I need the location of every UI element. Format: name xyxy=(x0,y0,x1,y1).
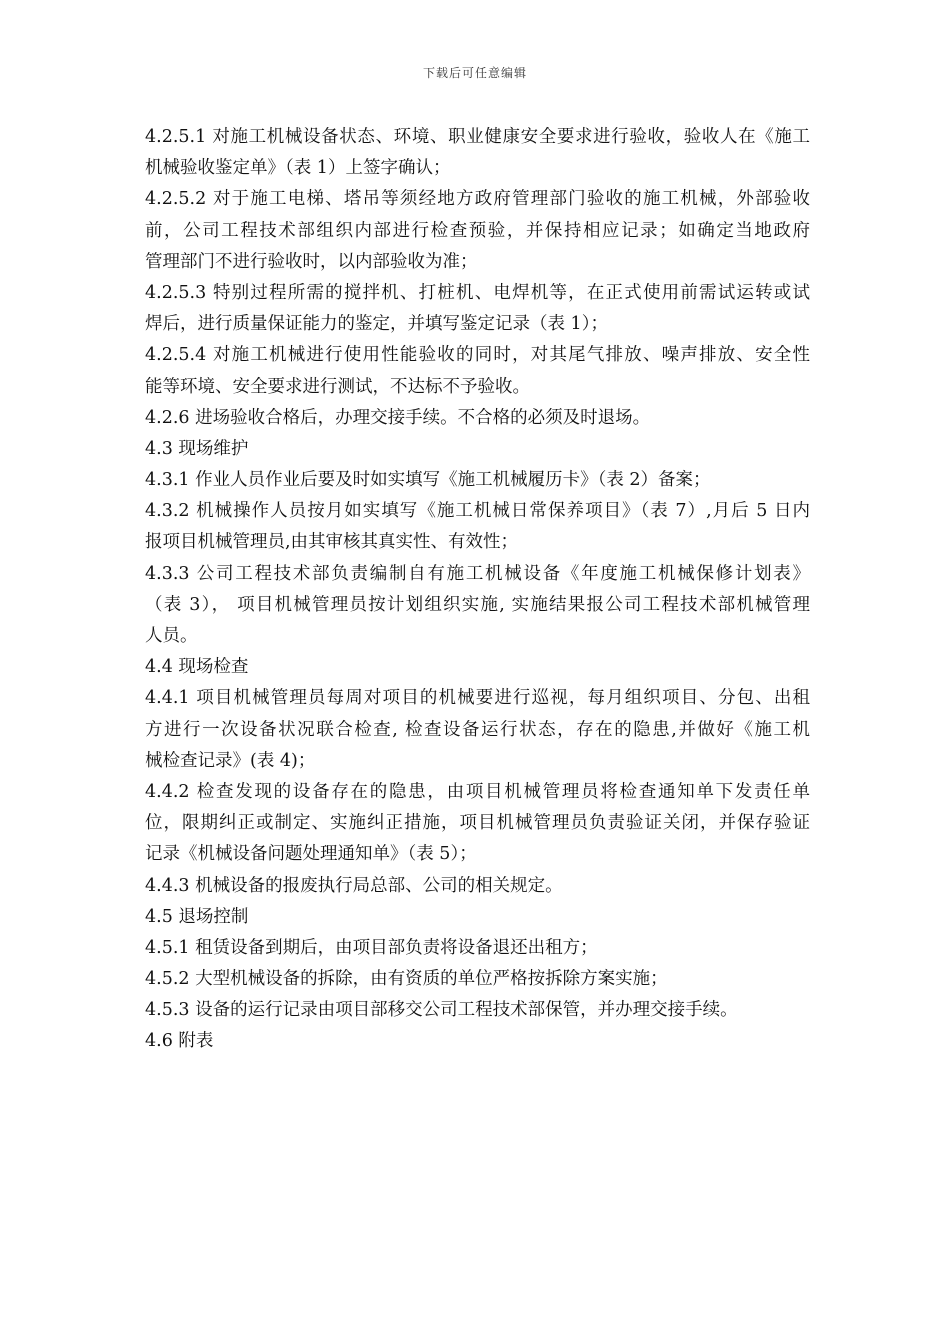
section-heading: 4.3 现场维护 xyxy=(145,438,249,459)
document-body xyxy=(145,122,810,1058)
paragraph-line: 4.3.2 机械操作人员按月如实填写《施工机械日常保养项目》（表 7）,月后 5 日内 xyxy=(145,501,810,522)
paragraph-line: （表 3）， 项目机械管理员按计划组织实施, 实施结果报公司工程技术部机械管理 xyxy=(145,594,810,615)
paragraph-line: 4.2.5.1 对施工机械设备状态、环境、职业健康安全要求进行验收，验收人在《施工 xyxy=(145,127,810,147)
paragraph-line: 4.2.5.3 特别过程所需的搅拌机、打桩机、电焊机等，在正式使用前需试运转或试 xyxy=(145,282,810,303)
section-heading: 4.6 附表 xyxy=(145,1031,214,1052)
paragraph-line: 4.5.2 大型机械设备的拆除，由有资质的单位严格按拆除方案实施； xyxy=(145,969,668,990)
page-header: 下载后可任意编辑 xyxy=(422,66,527,80)
paragraph-line: 记录《机械设备问题处理通知单》（表 5）； xyxy=(145,844,477,865)
paragraph-line: 4.4.3 机械设备的报废执行局总部、公司的相关规定。 xyxy=(145,875,563,896)
paragraph-line: 4.2.5.2 对于施工电梯、塔吊等须经地方政府管理部门验收的施工机械，外部验收 xyxy=(145,189,810,210)
paragraph-line: 机械验收鉴定单》（表 1）上签字确认； xyxy=(145,158,451,179)
paragraph-line: 4.4.1 项目机械管理员每周对项目的机械要进行巡视，每月组织项目、分包、出租 xyxy=(145,688,810,709)
paragraph-line: 4.2.6 进场验收合格后，办理交接手续。不合格的必须及时退场。 xyxy=(145,407,651,428)
section-heading: 4.4 现场检查 xyxy=(145,657,249,678)
paragraph-line: 4.2.5.4 对施工机械进行使用性能验收的同时，对其尾气排放、噪声排放、安全性 xyxy=(145,345,810,366)
section-heading: 4.5 退场控制 xyxy=(145,906,249,927)
paragraph-line: 焊后，进行质量保证能力的鉴定，并填写鉴定记录（表 1）； xyxy=(145,314,608,335)
paragraph-line: 方进行一次设备状况联合检查, 检查设备运行状态，存在的隐患,并做好《施工机 xyxy=(145,719,810,740)
paragraph-line: 人员。 xyxy=(145,626,198,646)
paragraph-line: 能等环境、安全要求进行测试，不达标不予验收。 xyxy=(145,376,530,397)
paragraph-line: 4.3.1 作业人员作业后要及时如实填写《施工机械履历卡》（表 2）备案； xyxy=(145,470,711,491)
paragraph-line: 4.4.2 检查发现的设备存在的隐患，由项目机械管理员将检查通知单下发责任单 xyxy=(145,781,810,802)
paragraph-line: 管理部门不进行验收时，以内部验收为准； xyxy=(145,251,478,272)
paragraph-line: 4.5.3 设备的运行记录由项目部移交公司工程技术部保管，并办理交接手续。 xyxy=(145,1000,738,1021)
paragraph-line: 械检查记录》(表 4)； xyxy=(145,750,316,771)
paragraph-line: 4.5.1 租赁设备到期后，由项目部负责将设备退还出租方； xyxy=(145,937,598,958)
paragraph-line: 报项目机械管理员,由其审核其真实性、有效性； xyxy=(145,532,519,553)
paragraph-line: 4.3.3 公司工程技术部负责编制自有施工机械设备《年度施工机械保修计划表》 xyxy=(145,563,810,584)
paragraph-line: 位，限期纠正或制定、实施纠正措施，项目机械管理员负责验证关闭，并保存验证 xyxy=(145,813,810,834)
paragraph-line: 前，公司工程技术部组织内部进行检查预验，并保持相应记录；如确定当地政府 xyxy=(145,220,810,241)
